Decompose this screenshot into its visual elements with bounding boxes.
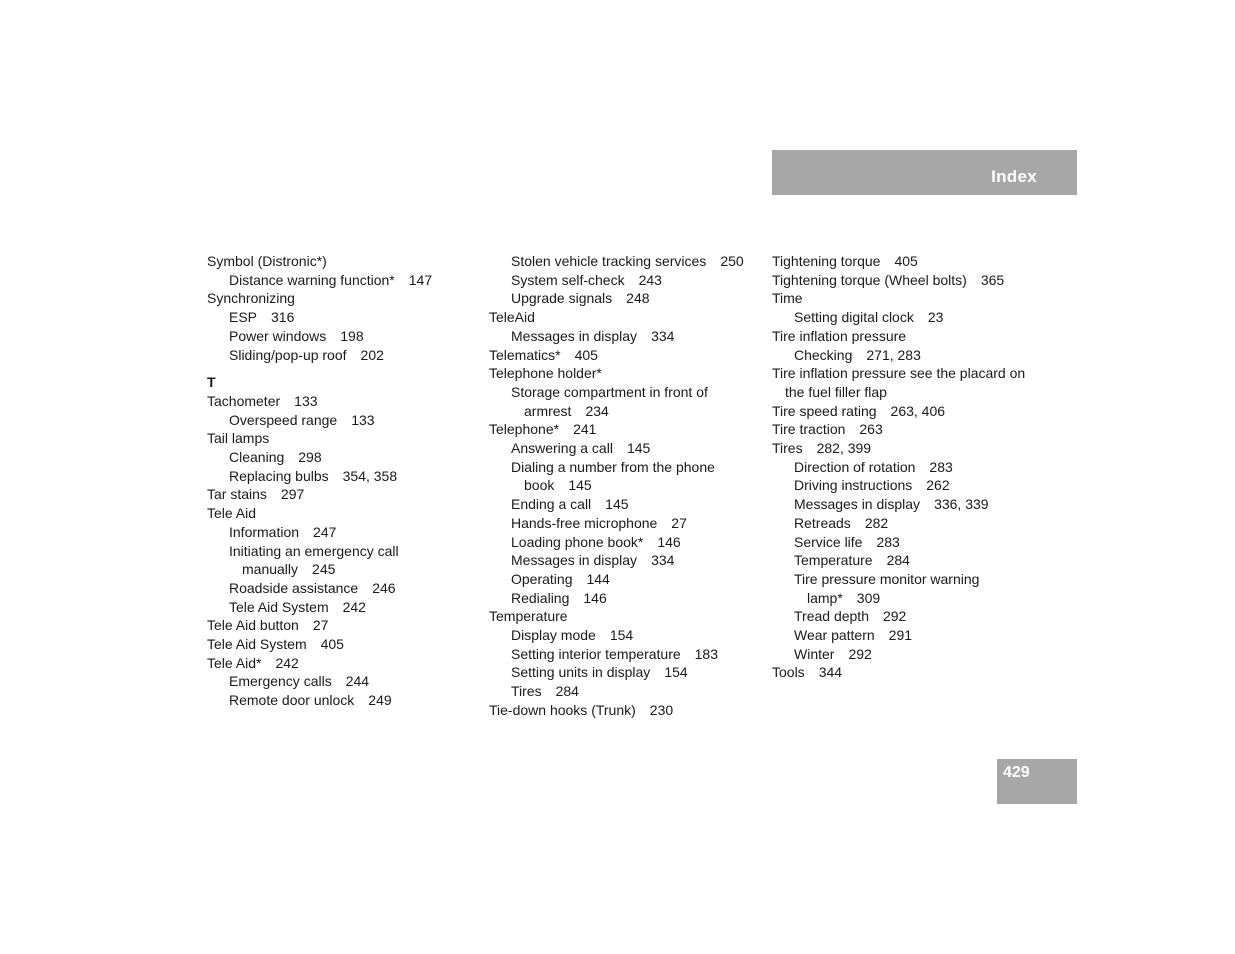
entry-term: Wear pattern bbox=[794, 627, 875, 644]
entry-term: Emergency calls bbox=[229, 673, 332, 690]
entry-page-ref[interactable]: 144 bbox=[586, 570, 610, 587]
entry-page-ref[interactable]: 405 bbox=[320, 636, 344, 653]
entry-term: Direction of rotation bbox=[794, 458, 916, 475]
index-entry bbox=[772, 420, 1062, 439]
entry-term: Tightening torque bbox=[772, 253, 881, 269]
entry-page-ref[interactable]: 246 bbox=[372, 579, 396, 596]
entry-continuation-text: book bbox=[524, 477, 555, 494]
entry-term: Tire pressure monitor warning bbox=[794, 570, 980, 587]
index-entry bbox=[772, 402, 1062, 421]
entry-term-continuation bbox=[229, 560, 467, 579]
index-entry bbox=[772, 271, 1062, 290]
entry-page-ref[interactable]: 146 bbox=[657, 533, 681, 550]
entry-term: System self-check bbox=[511, 271, 625, 288]
entry-term: Setting interior temperature bbox=[511, 645, 681, 662]
entry-page-ref[interactable]: 284 bbox=[555, 683, 579, 700]
entry-page-ref[interactable]: 154 bbox=[664, 664, 688, 681]
entry-term: Remote door unlock bbox=[229, 692, 355, 709]
entry-term: Tar stains bbox=[207, 486, 267, 503]
index-subentry bbox=[489, 682, 759, 701]
index-subentry bbox=[207, 448, 467, 467]
entry-term: Tele Aid button bbox=[207, 617, 299, 634]
entry-page-ref[interactable]: 146 bbox=[583, 589, 607, 606]
index-column-2 bbox=[489, 252, 759, 720]
entry-term: Checking bbox=[794, 346, 853, 363]
index-subentry bbox=[489, 645, 759, 664]
index-entry bbox=[772, 439, 1062, 458]
entry-page-ref[interactable]: 23 bbox=[927, 309, 944, 326]
index-subentry bbox=[772, 607, 1062, 626]
entry-term: Distance warning function* bbox=[229, 271, 395, 288]
entry-term: Replacing bulbs bbox=[229, 467, 329, 484]
index-subentry bbox=[207, 542, 467, 579]
index-entry bbox=[207, 289, 467, 308]
index-subentry bbox=[207, 327, 467, 346]
entry-continuation-text: lamp* bbox=[807, 589, 843, 606]
index-subentry bbox=[489, 289, 759, 308]
index-subentry bbox=[489, 252, 759, 271]
entry-page-ref[interactable]: 244 bbox=[345, 673, 370, 690]
index-subentry bbox=[207, 691, 467, 710]
entry-term: Tachometer bbox=[207, 392, 281, 409]
entry-term: Roadside assistance bbox=[229, 579, 359, 596]
entry-page-ref[interactable]: 354, 358 bbox=[342, 467, 398, 484]
entry-page-ref[interactable]: 405 bbox=[574, 346, 598, 363]
entry-term: Display mode bbox=[511, 627, 596, 644]
index-entry bbox=[489, 420, 759, 439]
entry-term: Setting digital clock bbox=[794, 309, 914, 326]
index-subentry bbox=[207, 598, 467, 617]
entry-term: Tire inflation pressure bbox=[772, 327, 907, 344]
entry-page-ref[interactable]: 297 bbox=[280, 486, 305, 503]
index-subentry bbox=[489, 626, 759, 645]
entry-term: Winter bbox=[794, 645, 835, 662]
entry-term-continuation bbox=[511, 476, 759, 495]
index-subentry bbox=[489, 271, 759, 290]
entry-page-ref[interactable]: 282, 399 bbox=[816, 440, 872, 457]
entry-term: Dialing a number from the phone bbox=[511, 458, 715, 475]
index-subentry bbox=[207, 672, 467, 691]
entry-page-ref[interactable]: 234 bbox=[585, 402, 609, 419]
index-subentry bbox=[772, 458, 1062, 477]
index-column-3 bbox=[772, 252, 1062, 682]
entry-term: Telematics* bbox=[489, 346, 561, 363]
index-entry bbox=[207, 504, 467, 523]
entry-page-ref[interactable]: 282 bbox=[864, 514, 889, 531]
entry-page-ref[interactable]: 248 bbox=[626, 290, 650, 307]
entry-term-continuation bbox=[772, 383, 1062, 402]
entry-term: Time bbox=[772, 290, 803, 307]
entry-page-ref[interactable]: 344 bbox=[818, 664, 843, 681]
entry-term: Messages in display bbox=[511, 327, 638, 344]
entry-page-ref[interactable]: 292 bbox=[882, 608, 907, 625]
entry-term: Tools bbox=[772, 664, 805, 681]
entry-page-ref[interactable]: 283 bbox=[876, 533, 900, 550]
index-subentry bbox=[489, 383, 759, 420]
entry-term: Initiating an emergency call bbox=[229, 542, 399, 559]
index-subentry bbox=[489, 551, 759, 570]
entry-term: Ending a call bbox=[511, 496, 592, 513]
entry-page-ref[interactable]: 334 bbox=[651, 552, 675, 569]
entry-page-ref[interactable]: 243 bbox=[638, 271, 662, 288]
index-subentry bbox=[772, 308, 1062, 327]
entry-page-ref[interactable]: 145 bbox=[605, 496, 629, 513]
index-entry bbox=[772, 252, 1062, 271]
entry-page-ref[interactable]: 202 bbox=[360, 346, 384, 363]
entry-continuation-text: the fuel filler flap bbox=[785, 383, 887, 400]
entry-term: Messages in display bbox=[794, 496, 921, 513]
entry-page-ref[interactable]: 183 bbox=[694, 645, 718, 662]
index-entry bbox=[207, 485, 467, 504]
index-subentry bbox=[772, 514, 1062, 533]
entry-term: Information bbox=[229, 523, 300, 540]
entry-term: Tightening torque (Wheel bolts) bbox=[772, 271, 967, 288]
entry-term: Telephone* bbox=[489, 421, 560, 438]
index-entry bbox=[207, 616, 467, 635]
index-entry bbox=[489, 364, 759, 383]
entry-term: Driving instructions bbox=[794, 477, 913, 494]
entry-page-ref[interactable]: 245 bbox=[312, 561, 336, 578]
entry-page-ref[interactable]: 147 bbox=[408, 271, 433, 288]
entry-term-continuation bbox=[511, 402, 759, 421]
index-entry bbox=[489, 701, 759, 720]
entry-page-ref[interactable]: 298 bbox=[298, 449, 322, 466]
entry-term: Tele Aid* bbox=[207, 654, 262, 671]
entry-page-ref[interactable]: 230 bbox=[649, 701, 674, 718]
entry-term: Operating bbox=[511, 570, 573, 587]
entry-term: Tele Aid System bbox=[207, 636, 307, 653]
index-entry bbox=[489, 607, 759, 626]
entry-term: Tire inflation pressure see the placard on bbox=[772, 365, 1026, 382]
index-subentry bbox=[489, 458, 759, 495]
entry-page-ref[interactable]: 250 bbox=[720, 253, 744, 269]
index-subentry bbox=[489, 589, 759, 608]
index-subentry bbox=[772, 533, 1062, 552]
section-title: Index bbox=[991, 167, 1037, 186]
entry-page-ref[interactable]: 27 bbox=[671, 514, 687, 531]
index-entry bbox=[489, 308, 759, 327]
entry-page-ref[interactable]: 263 bbox=[859, 421, 883, 438]
index-entry bbox=[772, 327, 1062, 346]
index-subentry bbox=[207, 411, 467, 430]
index-subentry bbox=[772, 626, 1062, 645]
entry-page-ref[interactable]: 334 bbox=[651, 327, 675, 344]
index-subentry bbox=[489, 439, 759, 458]
index-subentry bbox=[207, 271, 467, 290]
entry-page-ref[interactable]: 284 bbox=[886, 552, 910, 569]
entry-term: Synchronizing bbox=[207, 290, 295, 307]
entry-page-ref[interactable]: 336, 339 bbox=[934, 496, 989, 513]
index-subentry bbox=[489, 514, 759, 533]
entry-term: Power windows bbox=[229, 327, 327, 344]
index-subentry bbox=[489, 533, 759, 552]
entry-term: Hands-free microphone bbox=[511, 514, 658, 531]
page-number-tab bbox=[997, 759, 1077, 804]
entry-term: ESP bbox=[229, 309, 258, 326]
index-entry bbox=[207, 654, 467, 673]
entry-page-ref[interactable]: 241 bbox=[573, 421, 597, 438]
entry-term: Tie-down hooks (Trunk) bbox=[489, 701, 636, 718]
section-tab bbox=[772, 150, 1077, 195]
index-subentry bbox=[489, 327, 759, 346]
index-entry bbox=[207, 429, 467, 448]
entry-page-ref[interactable]: 309 bbox=[856, 589, 881, 606]
entry-page-ref[interactable]: 154 bbox=[609, 627, 634, 644]
entry-page-ref[interactable]: 405 bbox=[894, 253, 918, 269]
entry-page-ref[interactable]: 365 bbox=[980, 271, 1005, 288]
entry-page-ref[interactable]: 242 bbox=[275, 654, 299, 671]
index-subentry bbox=[207, 308, 467, 327]
index-subentry bbox=[772, 495, 1062, 514]
entry-term: Loading phone book* bbox=[511, 533, 644, 550]
entry-term: Symbol (Distronic*) bbox=[207, 253, 327, 269]
entry-term: TeleAid bbox=[489, 309, 535, 326]
index-subentry bbox=[207, 467, 467, 486]
index-subentry bbox=[772, 476, 1062, 495]
entry-term: Tread depth bbox=[794, 608, 869, 625]
entry-page-ref[interactable]: 133 bbox=[351, 411, 375, 428]
entry-term: Tires bbox=[772, 440, 803, 457]
page-number: 429 bbox=[1003, 764, 1030, 781]
entry-term: Tire speed rating bbox=[772, 402, 877, 419]
entry-term: Tail lamps bbox=[207, 430, 270, 447]
entry-term: Cleaning bbox=[229, 449, 285, 466]
entry-page-ref[interactable]: 292 bbox=[848, 645, 872, 662]
entry-term: Setting units in display bbox=[511, 664, 651, 681]
index-entry bbox=[772, 289, 1062, 308]
entry-page-ref[interactable]: 133 bbox=[294, 392, 318, 409]
entry-page-ref[interactable]: 262 bbox=[926, 477, 950, 494]
entry-page-ref[interactable]: 242 bbox=[342, 598, 366, 615]
entry-page-ref[interactable]: 263, 406 bbox=[890, 402, 946, 419]
index-subentry bbox=[489, 570, 759, 589]
entry-term: Sliding/pop-up roof bbox=[229, 346, 347, 363]
entry-term: Overspeed range bbox=[229, 411, 338, 428]
index-subentry bbox=[489, 495, 759, 514]
index-entry bbox=[207, 392, 467, 411]
index-subentry bbox=[207, 523, 467, 542]
entry-term: Service life bbox=[794, 533, 863, 550]
entry-term: Storage compartment in front of bbox=[511, 383, 708, 400]
entry-page-ref[interactable]: 247 bbox=[313, 523, 337, 540]
index-column-1 bbox=[207, 252, 467, 710]
index-entry bbox=[772, 663, 1062, 682]
entry-page-ref[interactable]: 198 bbox=[340, 327, 364, 344]
entry-continuation-text: armrest bbox=[524, 402, 572, 419]
index-subentry bbox=[207, 579, 467, 598]
entry-continuation-text: manually bbox=[242, 561, 299, 578]
entry-term: Temperature bbox=[489, 608, 568, 625]
entry-term: Stolen vehicle tracking services bbox=[511, 253, 707, 269]
entry-term: Tele Aid System bbox=[229, 598, 329, 615]
index-subentry bbox=[772, 570, 1062, 607]
entry-page-ref[interactable]: 291 bbox=[888, 627, 913, 644]
entry-page-ref[interactable]: 316 bbox=[271, 309, 295, 326]
entry-term: Tele Aid bbox=[207, 505, 257, 522]
entry-term: Redialing bbox=[511, 589, 570, 606]
entry-term: Tires bbox=[511, 683, 542, 700]
entry-page-ref[interactable]: 145 bbox=[626, 440, 651, 457]
entry-page-ref[interactable]: 27 bbox=[312, 617, 329, 634]
entry-term: Retreads bbox=[794, 514, 851, 531]
index-entry bbox=[489, 346, 759, 365]
index-subentry bbox=[207, 346, 467, 365]
entry-term: Upgrade signals bbox=[511, 290, 613, 307]
entry-page-ref[interactable]: 271, 283 bbox=[866, 346, 921, 363]
entry-page-ref[interactable]: 145 bbox=[568, 477, 592, 494]
index-subentry bbox=[489, 663, 759, 682]
entry-term: Telephone holder* bbox=[489, 365, 602, 382]
entry-term: Temperature bbox=[794, 552, 873, 569]
index-letter-heading: T bbox=[207, 374, 216, 391]
entry-page-ref[interactable]: 283 bbox=[929, 458, 953, 475]
index-entry bbox=[207, 635, 467, 654]
index-subentry bbox=[772, 346, 1062, 365]
entry-term: Tire traction bbox=[772, 421, 846, 438]
entry-term-continuation bbox=[794, 589, 1062, 608]
entry-term: Messages in display bbox=[511, 552, 638, 569]
index-entry bbox=[772, 364, 1062, 401]
index-subentry bbox=[772, 645, 1062, 664]
entry-term: Answering a call bbox=[511, 440, 613, 457]
index-entry bbox=[207, 252, 467, 271]
entry-page-ref[interactable]: 249 bbox=[368, 692, 392, 709]
index-subentry bbox=[772, 551, 1062, 570]
